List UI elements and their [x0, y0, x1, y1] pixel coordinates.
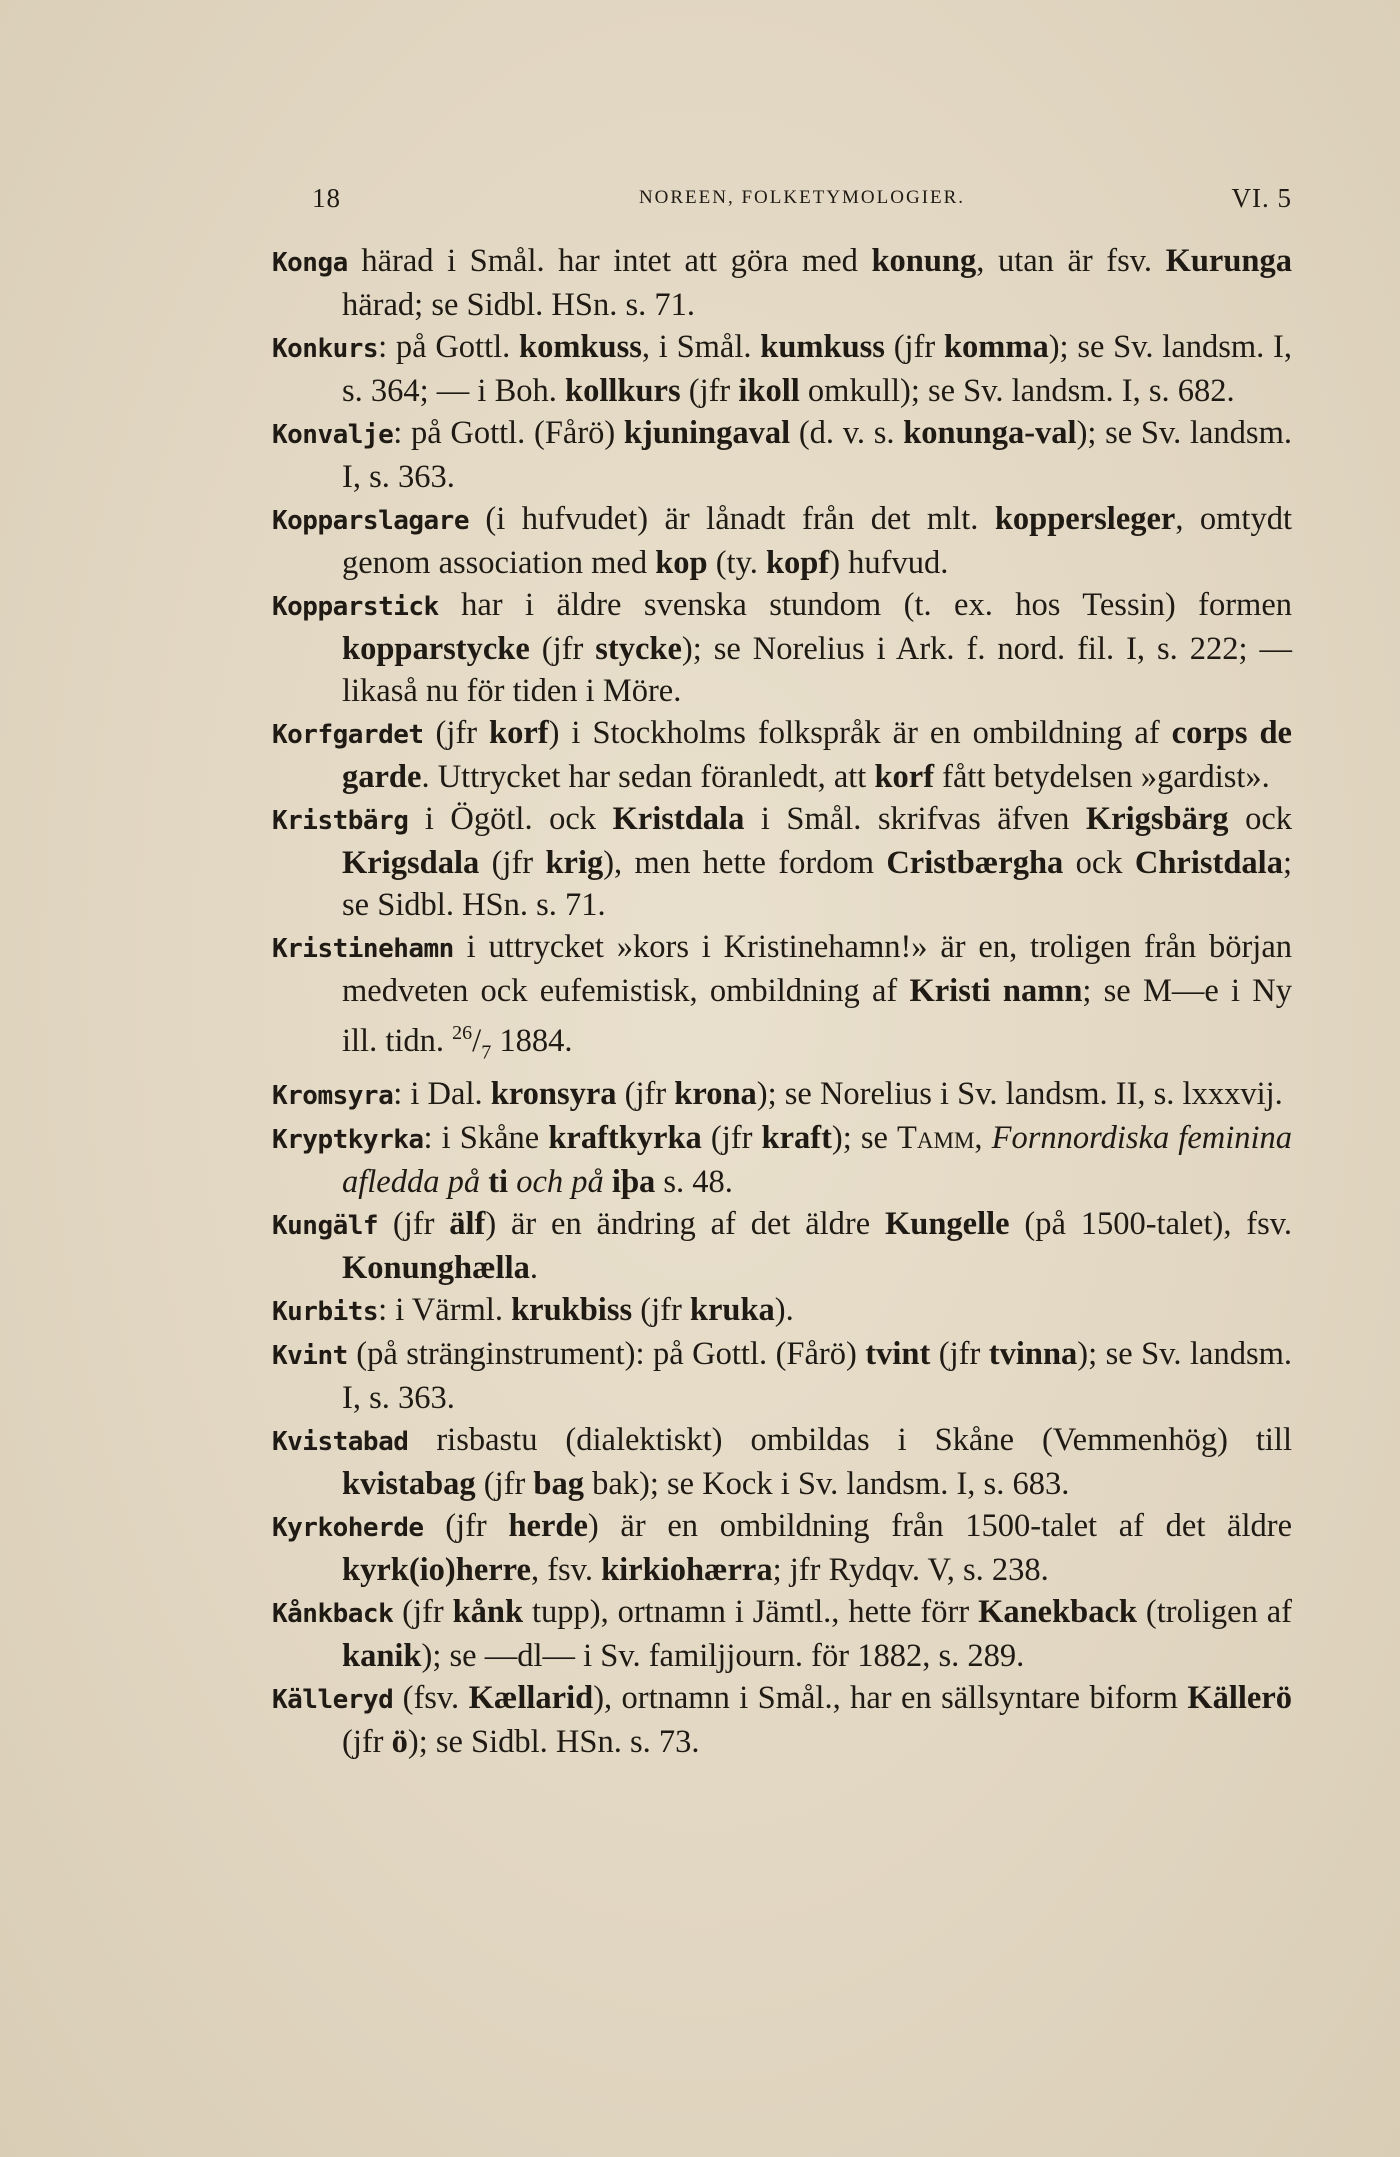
bold-term: koppersleger [994, 501, 1176, 537]
headword: Konga [272, 248, 348, 278]
date-month: 7 [481, 1041, 492, 1064]
entry-text: , utan är fsv. [976, 243, 1166, 279]
headword: Konkurs [272, 334, 379, 364]
entry-text: ; se M—e i Ny ill. tidn. [342, 973, 1292, 1059]
entry-text: (i hufvudet) är lånadt från det mlt. [469, 501, 995, 537]
bold-term: Kællarid [468, 1680, 594, 1717]
entry-text: (på stränginstrument): på Gottl. (Fårö) [347, 1336, 866, 1373]
entry-text: ; se Sidbl. HSn. s. 71. [342, 845, 1292, 923]
entry-text: ); se Sv. landsm. I, s. 364; — i Boh. [342, 329, 1293, 409]
entry-text: risbastu (dialektiskt) ombildas i Skåne (Vemmenhög) till [408, 1422, 1292, 1459]
entry-text: (jfr [423, 715, 490, 751]
bold-term: tvint [865, 1336, 931, 1373]
entry-kromsyra [272, 1073, 1292, 1117]
bold-term: komkuss [519, 329, 642, 365]
bold-term: kjuningaval [623, 415, 791, 451]
entry-text: härad i Smål. har intet att göra med [347, 243, 872, 279]
entry-kyrkoherde [272, 1505, 1292, 1591]
entry-text: (d. v. s. [790, 415, 904, 451]
entry-text: omkull); se Sv. landsm. I, s. 682. [799, 373, 1235, 409]
entry-kungalf [272, 1203, 1292, 1289]
bold-term: Källerö [1187, 1680, 1293, 1717]
bold-term: krukbiss [511, 1292, 633, 1329]
entry-text: : i Värml. [378, 1292, 512, 1329]
bold-term: Konunghælla [342, 1250, 530, 1287]
running-title: NOREEN, FOLKETYMOLOGIER. [638, 187, 966, 208]
bold-term: kyrk(io)herre [342, 1552, 531, 1589]
entry-text: ock [1228, 801, 1292, 837]
entry-text: ; jfr Rydqv. V, s. 238. [772, 1552, 1049, 1589]
page-number: 18 [312, 183, 341, 213]
headword: Kvistabad [272, 1427, 409, 1458]
entry-text: : i Dal. [393, 1076, 491, 1113]
entry-text: ); se Sv. landsm. I, s. 363. [342, 1336, 1292, 1417]
bold-term: konunga-val [903, 415, 1077, 451]
entry-kvint [272, 1333, 1292, 1419]
bold-term: Krigsdala [342, 845, 480, 881]
headword: Kristbärg [272, 806, 409, 836]
entry-text: ); se [831, 1120, 898, 1157]
headword: Källeryd [272, 1685, 394, 1716]
entry-text: ); se —dl— i Sv. familjjourn. för 1882, s. 289. [421, 1638, 1025, 1675]
entry-text: ); se Norelius i Sv. landsm. II, s. lxxxvij. [756, 1076, 1283, 1113]
headword: Kopparstick [272, 592, 439, 622]
entry-text: bak); se Kock i Sv. landsm. I, s. 683. [583, 1466, 1070, 1503]
entry-text: (jfr [378, 1206, 450, 1243]
bold-term: kopf [765, 545, 830, 581]
bold-term: stycke [595, 631, 682, 667]
entry-text: (jfr [701, 1120, 762, 1157]
bold-term: corps de garde [342, 715, 1292, 795]
bold-term: tvinna [988, 1336, 1078, 1373]
entry-text: ); se Sidbl. HSn. s. 73. [407, 1724, 700, 1761]
entry-text: tupp), ortnamn i Jämtl., hette förr [523, 1594, 979, 1631]
headword: Kopparslagare [272, 506, 469, 536]
headword: Kungälf [272, 1211, 379, 1242]
entry-kryptkyrka [272, 1117, 1292, 1203]
entry-text: ); se Sv. landsm. I, s. 363. [342, 415, 1292, 495]
entry-text: ) hufvud. [829, 545, 949, 581]
entry-kurbits [272, 1289, 1292, 1333]
entry-text: (jfr [884, 329, 944, 365]
entry-kopparslagare [272, 498, 1292, 584]
entry-text: , [974, 1120, 992, 1157]
entry-text: ), men hette fordom [603, 845, 887, 881]
italic-title: och på [516, 1164, 604, 1201]
entry-kristinehamn: Kristinehamn i uttrycket »kors i Kristinehamn!» är en, troligen från början medveten ock eufemistisk, ombildning af Kristi namn; se M—e i Ny ill. tidn. $^{26}/_7$ 1884. [272, 929, 1292, 1064]
bold-term: kirkiohærra [601, 1552, 773, 1589]
entry-text: (troligen af [1137, 1594, 1292, 1631]
bold-term: krona [674, 1076, 757, 1113]
bold-term: ö [391, 1724, 408, 1761]
entry-text: (jfr [930, 1336, 989, 1373]
bold-term: kraftkyrka [548, 1120, 702, 1157]
entry-text: (jfr [475, 1466, 534, 1503]
entry-text: (jfr [393, 1594, 453, 1631]
entry-kalleryd [272, 1677, 1292, 1763]
entry-text: (jfr [680, 373, 739, 409]
entry-text: fått betydelsen »gardist». [934, 759, 1270, 795]
entry-text [508, 1164, 516, 1200]
entry-text: ) är en ombildning från 1500-talet af det äldre [587, 1508, 1293, 1545]
headword: Kromsyra [272, 1081, 394, 1112]
entry-text: : i Skåne [423, 1120, 549, 1157]
dictionary-entries [272, 240, 1292, 1763]
entry-text: ock [1063, 845, 1135, 881]
bold-term: kronsyra [490, 1076, 617, 1113]
entry-text: , i Smål. [641, 329, 761, 365]
entry-text: (jfr [616, 1076, 675, 1113]
entry-text: ) är en ändring af det äldre [485, 1206, 885, 1243]
entry-kristbarg [272, 798, 1292, 926]
headword: Konvalje [272, 420, 394, 450]
date-day: 26 [452, 1022, 473, 1044]
entry-konvalje [272, 412, 1292, 498]
entry-kvistabad [272, 1419, 1292, 1505]
entry-text: , omtydt genom association med [342, 501, 1292, 581]
entry-text: härad; se Sidbl. HSn. s. 71. [342, 287, 695, 323]
bold-term: Christdala [1134, 845, 1283, 881]
headword: Kvint [272, 1341, 348, 1372]
bold-term: Cristbærgha [886, 845, 1064, 881]
bold-term: kopparstycke [342, 631, 530, 667]
entry-text: (jfr [632, 1292, 690, 1329]
entry-text: i Smål. skrifvas äfven [744, 801, 1086, 837]
bold-term: Kurunga [1165, 243, 1292, 279]
headword: Kyrkoherde [272, 1513, 424, 1544]
entry-kankback [272, 1591, 1292, 1677]
entry-text: (jfr [479, 845, 546, 881]
entry-text: (på 1500-talet), fsv. [1009, 1206, 1292, 1243]
entry-text: 1884. [491, 1022, 573, 1059]
entry-text: ). [774, 1292, 794, 1329]
entry-text: ) i Stockholms folkspråk är en ombildning af [548, 715, 1172, 751]
entry-text: ); se Norelius i Ark. f. nord. fil. I, s. 222; — likaså nu för tiden i Möre. [342, 631, 1292, 709]
section-number: VI. 5 [1231, 183, 1292, 213]
bold-term: iþa [611, 1164, 656, 1201]
author-name: Tamm [897, 1120, 975, 1157]
entry-text: (jfr [342, 1724, 392, 1761]
headword: Kryptkyrka [272, 1125, 424, 1156]
bold-term: Kristi namn [909, 973, 1083, 1009]
entry-text: (jfr [529, 631, 596, 667]
italic-title: Fornnordiska feminina afledda på [342, 1120, 1293, 1201]
bold-term: ti [488, 1164, 509, 1201]
bold-term: kollkurs [565, 373, 681, 409]
bold-term: kånk [452, 1594, 524, 1631]
bold-term: herde [508, 1508, 588, 1545]
entry-text: har i äldre svenska stundom (t. ex. hos Tessin) formen [438, 587, 1292, 623]
headword: Kånkback [272, 1599, 394, 1630]
bold-term: kop [655, 545, 708, 581]
bold-term: kruka [689, 1292, 775, 1329]
entry-text: s. 48. [655, 1164, 733, 1201]
entry-text: : på Gottl. [378, 329, 520, 365]
running-header [312, 183, 1292, 217]
bold-term: krig [545, 845, 604, 881]
entry-text: (jfr [423, 1508, 509, 1545]
bold-term: Kungelle [885, 1206, 1010, 1243]
bold-term: älf [449, 1206, 486, 1243]
bold-term: korf [489, 715, 549, 751]
bold-term: korf [874, 759, 935, 795]
entry-text: i Ögötl. ock [408, 801, 613, 837]
bold-term: komma [943, 329, 1049, 365]
bold-term: Kristdala [612, 801, 745, 837]
entry-korfgardet [272, 712, 1292, 798]
bold-term: kraft [761, 1120, 832, 1157]
headword: Korfgardet [272, 720, 424, 750]
entry-text: , fsv. [530, 1552, 602, 1589]
headword: Kurbits [272, 1297, 379, 1328]
entry-text: (ty. [707, 545, 766, 581]
bold-term: kumkuss [760, 329, 885, 365]
bold-term: kvistabag [342, 1466, 476, 1503]
bold-term: bag [533, 1466, 584, 1503]
entry-text: : på Gottl. (Fårö) [393, 415, 624, 451]
entry-text: ), ortnamn i Smål., har en sällsyntare biform [593, 1680, 1188, 1717]
entry-konga [272, 240, 1292, 326]
entry-kopparstick [272, 584, 1292, 712]
headword: Kristinehamn [272, 934, 454, 964]
bold-term: Kanekback [978, 1594, 1137, 1631]
entry-text: i uttrycket »kors i Kristinehamn!» är en, troligen från början medveten ock eufemistisk, ombildning af [342, 929, 1292, 1009]
entry-text: . Uttrycket har sedan föranledt, att [421, 759, 875, 795]
entry-text [604, 1164, 612, 1200]
entry-text: (fsv. [393, 1680, 469, 1717]
bold-term: kanik [342, 1638, 422, 1675]
bold-term: Krigsbärg [1085, 801, 1229, 837]
entry-text: . [529, 1250, 538, 1287]
bold-term: konung [871, 243, 977, 279]
bold-term: ikoll [738, 373, 800, 409]
entry-konkurs [272, 326, 1292, 412]
